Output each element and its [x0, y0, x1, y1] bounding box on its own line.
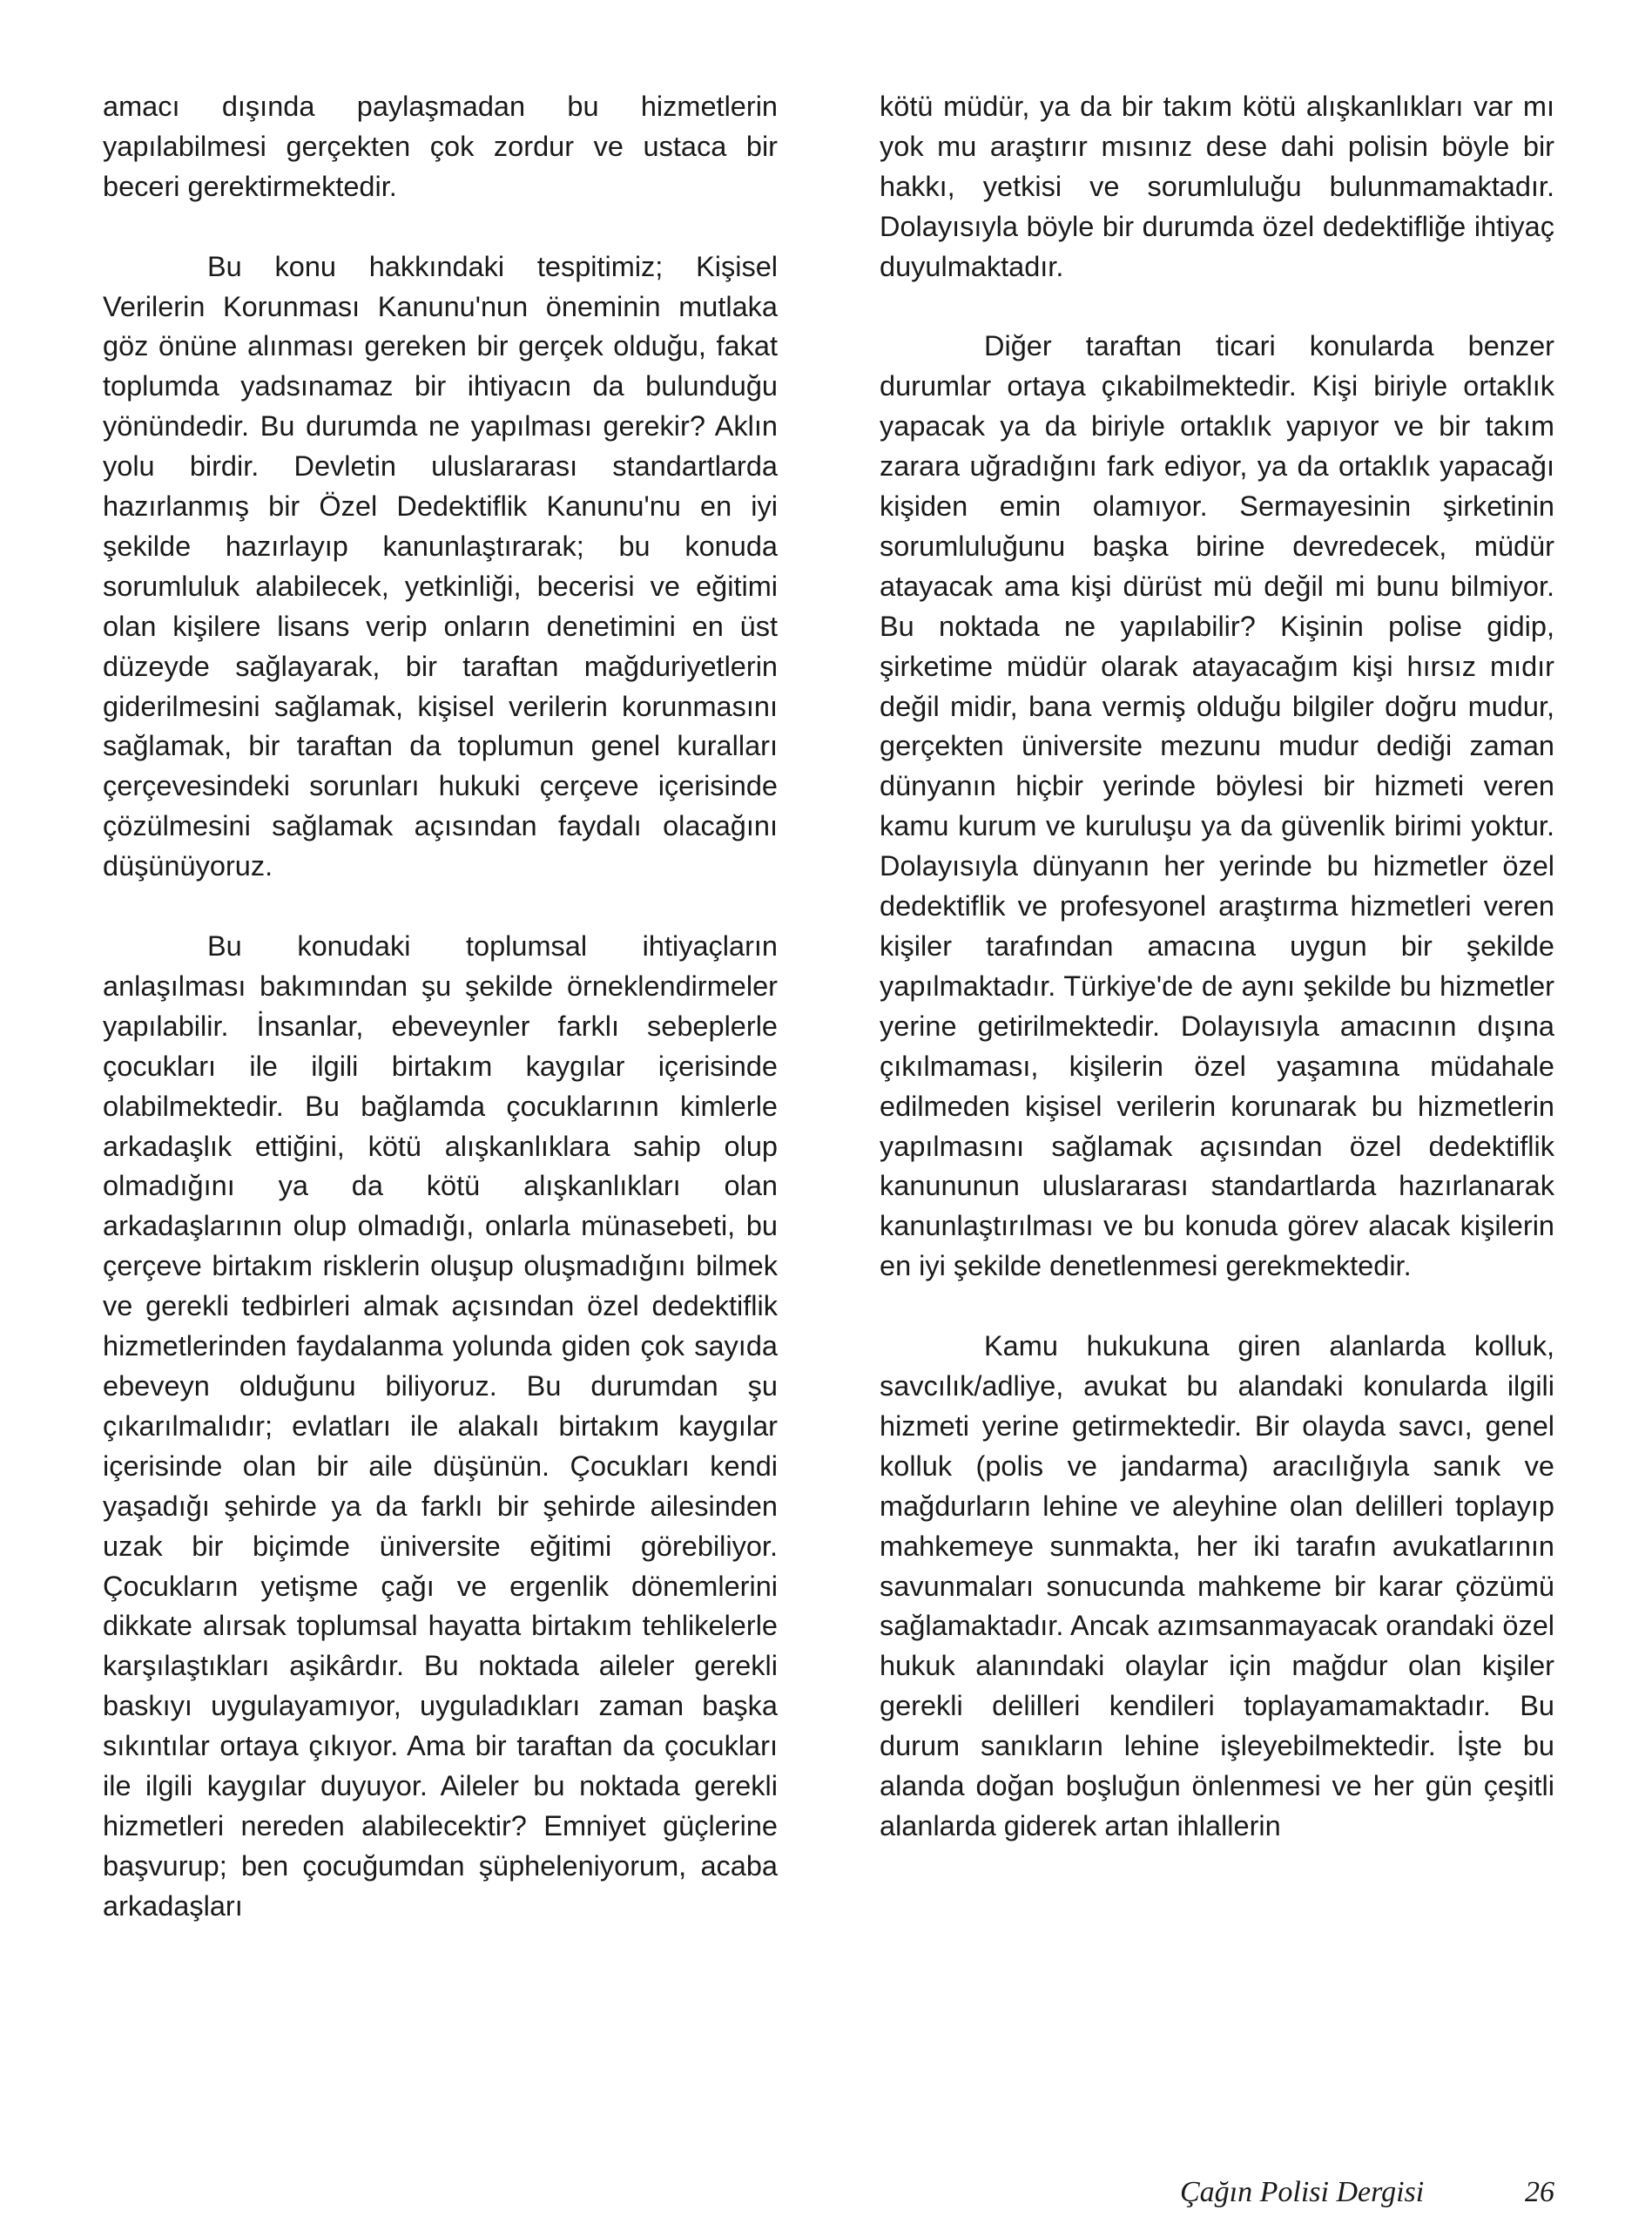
right-column: [880, 87, 1554, 1887]
journal-title: Çağın Polisi Dergisi: [1180, 2176, 1425, 2208]
paragraph: Bu konudaki toplumsal ihtiyaçların anlaşılması bakımından şu şekilde örneklendirmeler yapılabilir. İnsanlar, ebeveynler farklı sebeplerle çocukları ile ilgili birtakım kaygılar içerisinde olabilmektedir. Bu bağlamda çocuklarının kimlerle arkadaşlık ettiğini, kötü alışkanlıklara sahip olup olmadığını ya da kötü alışkanlıkları olan arkadaşlarının olup olmadığı, onlarla münasebeti, bu çerçeve birtakım risklerin oluşup oluşmadığını bilmek ve gerekli tedbirleri almak açısından özel dedektiflik hizmetlerinden faydalanma yolunda giden çok sayıda ebeveyn olduğunu biliyoruz. Bu durumdan şu çıkarılmalıdır; evlatları ile alakalı birtakım kaygılar içerisinde olan bir aile düşünün. Çocukları kendi yaşadığı şehirde ya da farklı bir şehirde ailesinden uzak bir biçimde üniversite eğitimi görebiliyor. Çocukların yetişme çağı ve ergenlik dönemlerini dikkate alırsak toplumsal hayatta birtakım tehlikelerle karşılaştıkları aşikârdır. Bu noktada aileler gerekli baskıyı uygulayamıyor, uyguladıkları zaman başka sıkıntılar ortaya çıkıyor. Ama bir taraftan da çocukları ile ilgili kaygılar duyuyor. Aileler bu noktada gerekli hizmetleri nereden alabilecektir? Emniyet güçlerine başvurup; ben çocuğumdan şüpheleniyorum, acaba arkadaşları: [103, 930, 778, 1922]
page-number: 26: [1525, 2176, 1554, 2208]
paragraph: amacı dışında paylaşmadan bu hizmetlerin yapılabilmesi gerçekten çok zordur ve ustaca bir beceri gerektirmektedir.: [103, 91, 778, 202]
paragraph: kötü müdür, ya da bir takım kötü alışkanlıkları var mı yok mu araştırır mısınız dese dahi polisin böyle bir hakkı, yetkisi ve sorumluluğu bulunmamaktadır. Dolayısıyla böyle bir durumda özel dedektifliğe ihtiyaç duyulmaktadır.: [880, 91, 1554, 282]
paragraph: Diğer taraftan ticari konularda benzer durumlar ortaya çıkabilmektedir. Kişi biriyle ortaklık yapacak ya da biriyle ortaklık yapıyor ve bir takım zarara uğradığını fark ediyor, ya da ortaklık yapacağı kişiden emin olamıyor. Sermayesinin şirketinin sorumluluğunu başka birine devredecek, müdür atayacak ama kişi dürüst mü değil mi bunu bilmiyor. Bu noktada ne yapılabilir? Kişinin polise gidip, şirketime müdür olarak atayacağım kişi hırsız mıdır değil midir, bana vermiş olduğu bilgiler doğru mudur, gerçekten üniversite mezunu mudur dediği zaman dünyanın hiçbir yerinde böylesi bir hizmeti veren kamu kurum ve kuruluşu ya da güvenlik birimi yoktur. Dolayısıyla dünyanın her yerinde bu hizmetler özel dedektiflik ve profesyonel araştırma hizmetleri veren kişiler tarafından amacına uygun bir şekilde yapılmaktadır. Türkiye'de de aynı şekilde bu hizmetler yerine getirilmektedir. Dolayısıyla amacının dışına çıkılmaması, kişilerin özel yaşamına müdahale edilmeden kişisel verilerin korunarak bu hizmetlerin yapılmasını sağlamak açısından özel dedektiflik kanununun uluslararası standartlarda hazırlanarak kanunlaştırılması ve bu konuda görev alacak kişilerin en iyi şekilde denetlenmesi gerekmektedir.: [880, 330, 1554, 1282]
paragraph: Bu konu hakkındaki tespitimiz; Kişisel Verilerin Korunması Kanunu'nun öneminin mutlaka göz önüne alınması gereken bir gerçek olduğu, fakat toplumda yadsınamaz bir ihtiyacın da bulunduğu yönündedir. Bu durumda ne yapılması gerekir? Aklın yolu birdir. Devletin uluslararası standartlarda hazırlanmış bir Özel Dedektiflik Kanunu'nu en iyi şekilde hazırlayıp kanunlaştırarak; bu konuda sorumluluk alabilecek, yetkinliği, becerisi ve eğitimi olan kişilere lisans verip onların denetimini en üst düzeyde sağlayarak, bir taraftan mağduriyetlerin giderilmesini sağlamak, kişisel verilerin korunmasını sağlamak, bir taraftan da toplumun genel kuralları çerçevesindeki sorunları hukuki çerçeve içerisinde çözülmesini sağlamak açısından faydalı olacağını düşünüyoruz.: [103, 250, 778, 882]
left-column: [103, 87, 778, 1967]
paragraph: Kamu hukukuna giren alanlarda kolluk, savcılık/adliye, avukat bu alandaki konularda ilgili hizmeti yerine getirmektedir. Bir olayda savcı, genel kolluk (polis ve jandarma) aracılığıyla sanık ve mağdurların lehine ve aleyhine olan delilleri toplayıp mahkemeye sunmakta, her iki tarafın avukatlarının savunmaları sonucunda mahkeme bir karar çözümü sağlamaktadır. Ancak azımsanmayacak orandaki özel hukuk alanındaki olaylar için mağdur olan kişiler gerekli delilleri kendileri toplayamamaktadır. Bu durum sanıkların lehine işleyebilmektedir. İşte bu alanda doğan boşluğun önlenmesi ve her gün çeşitli alanlarda giderek artan ihlallerin: [880, 1330, 1554, 1841]
